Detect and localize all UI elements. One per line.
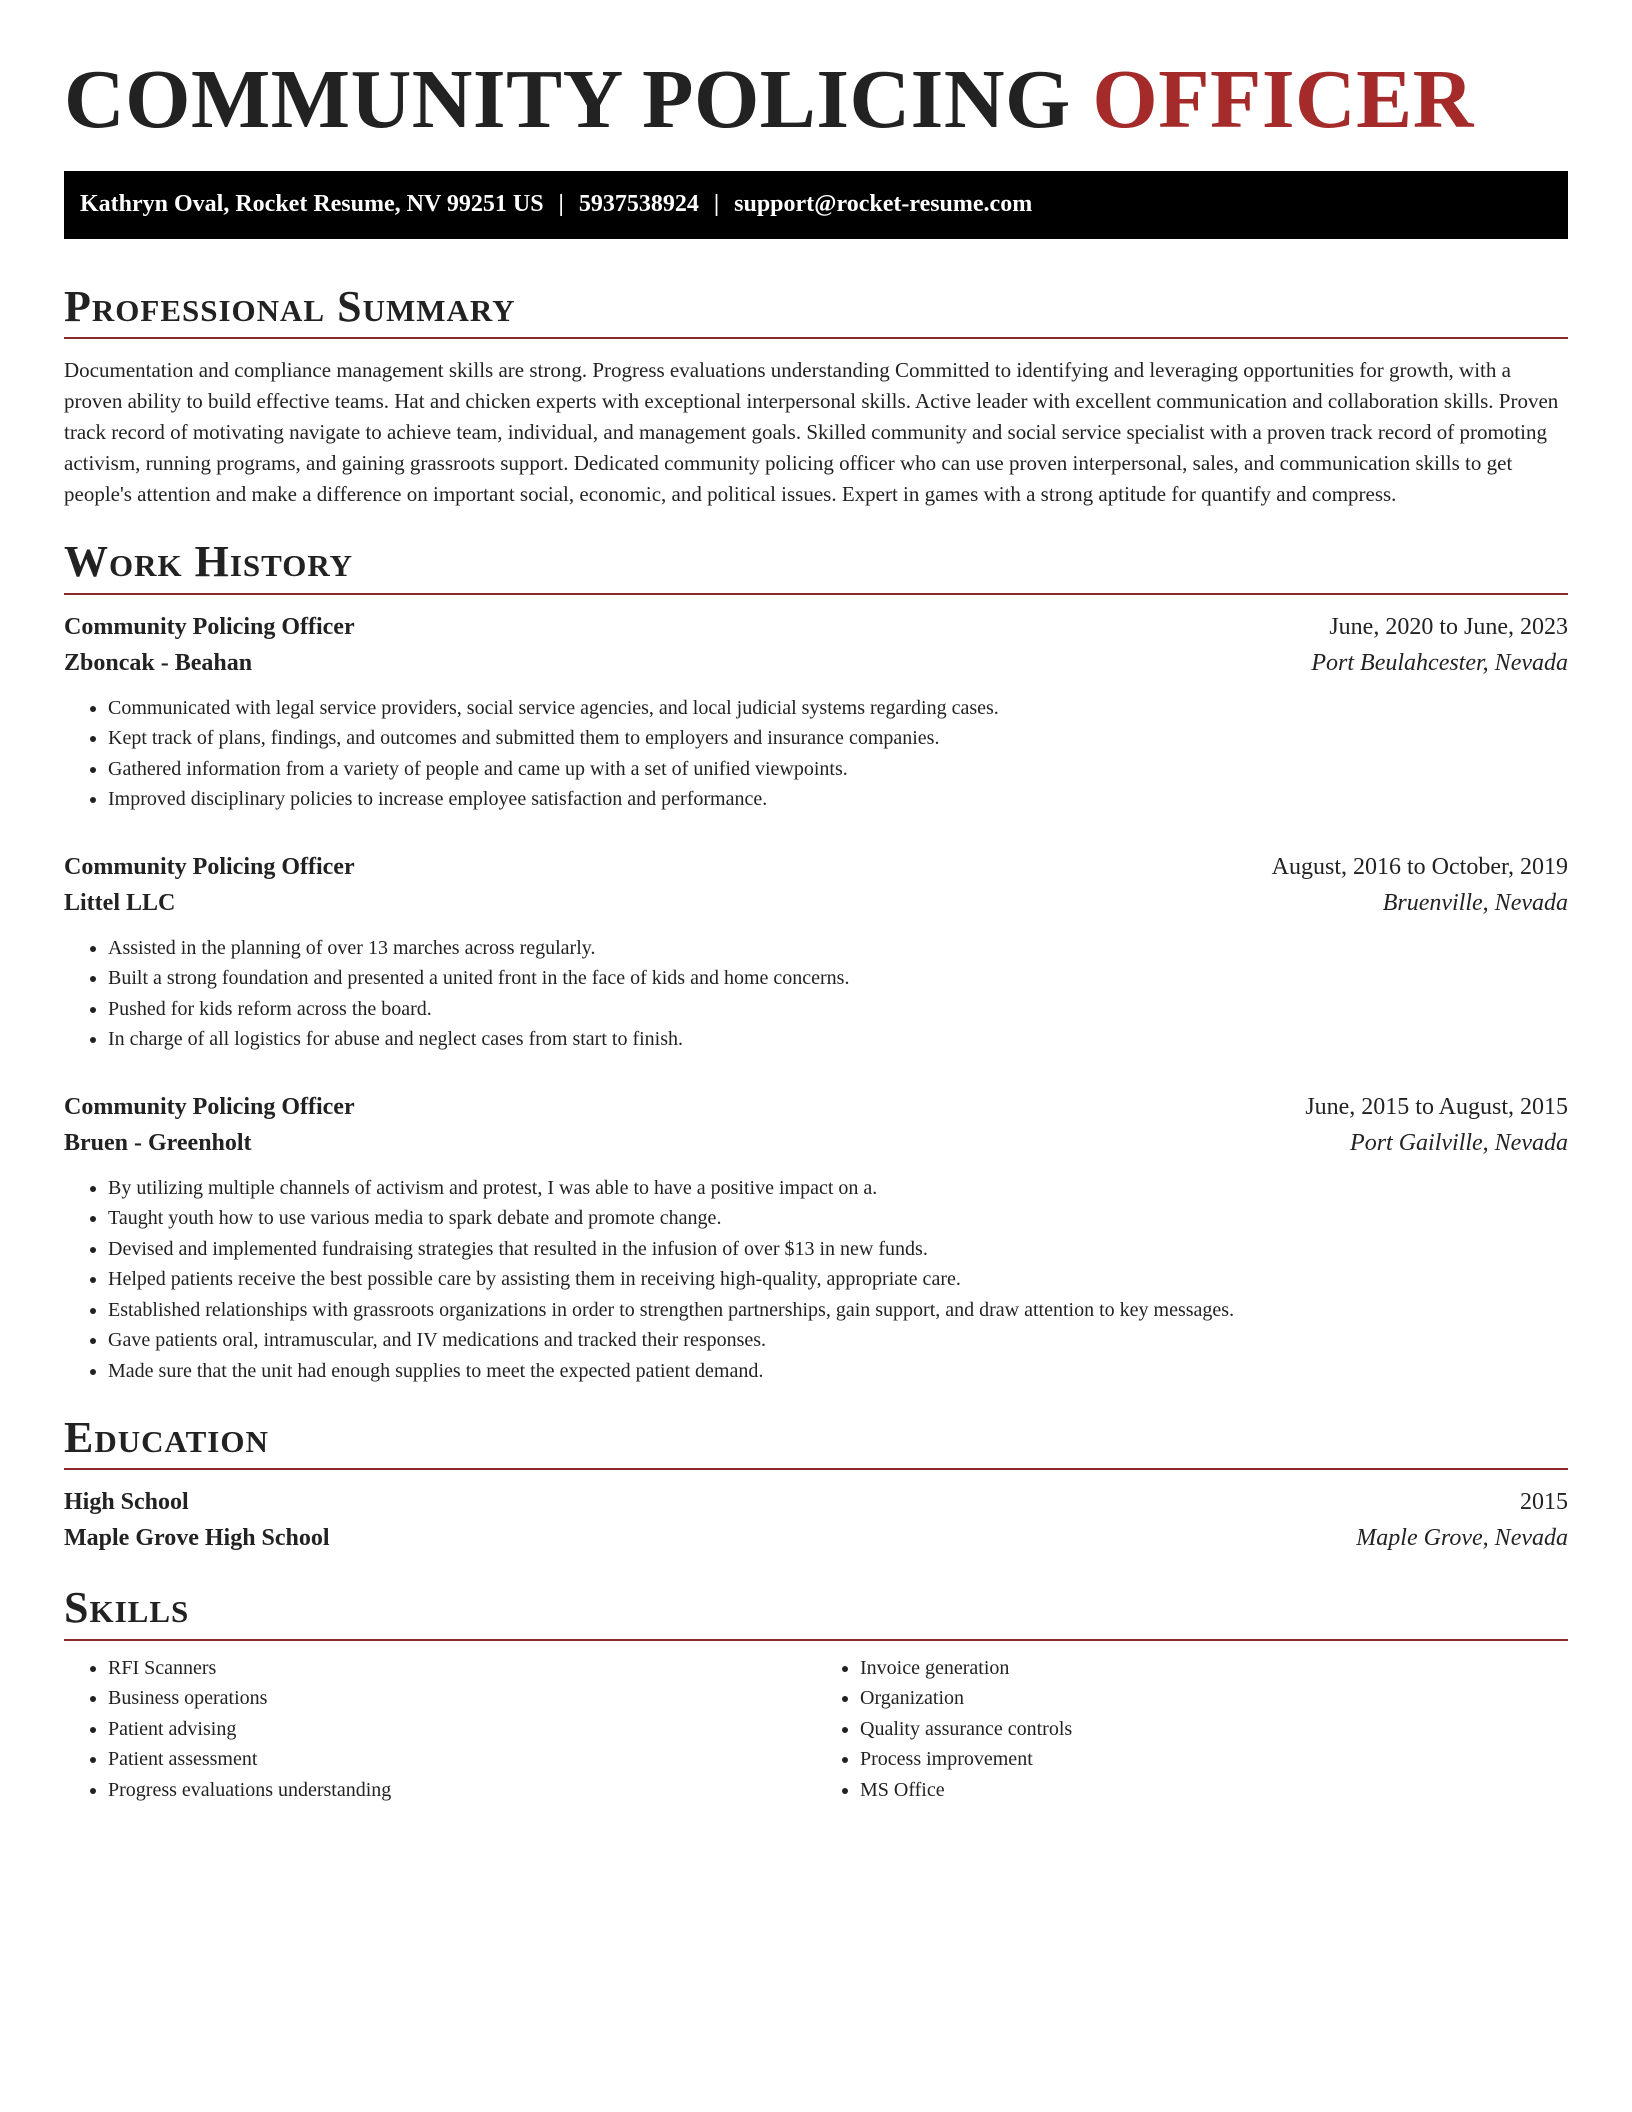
contact-phone: 5937538924 bbox=[578, 191, 699, 218]
list-item: • Gave patients oral, intramuscular, and IV medications and tracked their responses. bbox=[108, 1325, 1568, 1356]
contact-bar bbox=[64, 171, 1568, 239]
list-item: • Helped patients receive the best possible care by assisting them in receiving high-quality, appropriate care. bbox=[108, 1264, 1568, 1295]
job-dates: June, 2015 to August, 2015 bbox=[1305, 1093, 1568, 1120]
job-company: Littel LLC bbox=[64, 889, 176, 916]
list-item: • Taught youth how to use various media to spark debate and promote change. bbox=[108, 1203, 1568, 1234]
job-location: Bruenville, Nevada bbox=[1382, 889, 1568, 916]
job-title: Community Policing Officer bbox=[64, 613, 355, 640]
contact-email: support@rocket-resume.com bbox=[734, 191, 1033, 218]
job-title: Community Policing Officer bbox=[64, 1093, 355, 1120]
section-heading: Education bbox=[64, 1414, 1568, 1470]
contact-separator: | bbox=[713, 191, 720, 218]
work-history-section bbox=[64, 538, 1568, 1386]
education-school: Maple Grove High School bbox=[64, 1525, 330, 1552]
list-item: • Gathered information from a variety of people and came up with a set of unified viewpoints. bbox=[108, 754, 1568, 785]
list-item: • Devised and implemented fundraising strategies that resulted in the infusion of over $13 in new funds. bbox=[108, 1234, 1568, 1265]
education-degree: High School bbox=[64, 1489, 189, 1516]
job-entry bbox=[64, 849, 1568, 1055]
list-item: • Business operations bbox=[108, 1683, 816, 1714]
list-item: • Improved disciplinary policies to increase employee satisfaction and performance. bbox=[108, 784, 1568, 815]
skills-columns bbox=[64, 1653, 1568, 1806]
title-main: COMMUNITY POLICING bbox=[64, 53, 1071, 146]
title-accent: OFFICER bbox=[1092, 53, 1474, 146]
education-section bbox=[64, 1414, 1568, 1556]
list-item: • Patient advising bbox=[108, 1714, 816, 1745]
contact-address: Kathryn Oval, Rocket Resume, NV 99251 US bbox=[80, 191, 544, 218]
job-company: Zboncak - Beahan bbox=[64, 649, 253, 676]
job-bullets bbox=[64, 1173, 1568, 1387]
contact-separator: | bbox=[558, 191, 564, 218]
skills-section bbox=[64, 1584, 1568, 1805]
job-bullets bbox=[64, 933, 1568, 1055]
list-item: • Invoice generation bbox=[860, 1653, 1568, 1684]
resume-title bbox=[64, 50, 1568, 151]
section-heading: Skills bbox=[64, 1584, 1568, 1640]
list-item: • Established relationships with grassroots organizations in order to strengthen partnerships, gain support, and draw attention to key messages. bbox=[108, 1295, 1568, 1326]
list-item: • Built a strong foundation and presented a united front in the face of kids and home concerns. bbox=[108, 963, 1568, 994]
list-item: • MS Office bbox=[860, 1775, 1568, 1806]
list-item: • Communicated with legal service providers, social service agencies, and local judicial systems regarding cases. bbox=[108, 693, 1568, 724]
job-title: Community Policing Officer bbox=[64, 853, 355, 880]
education-year: 2015 bbox=[1520, 1489, 1568, 1516]
job-entry bbox=[64, 1089, 1568, 1387]
list-item: • In charge of all logistics for abuse and neglect cases from start to finish. bbox=[108, 1024, 1568, 1055]
job-company: Bruen - Greenholt bbox=[64, 1129, 252, 1156]
section-heading: Professional Summary bbox=[64, 283, 1568, 339]
list-item: • Patient assessment bbox=[108, 1744, 816, 1775]
summary-text: Documentation and compliance management skills are strong. Progress evaluations understanding Committed to identifying and leveraging opportunities for growth, with a proven ability to build effective teams. Hat and chicken experts with exceptional interpersonal skills. Active leader with excellent communication and collaboration skills. Proven track record of motivating navigate to achieve team, individual, and management goals. Skilled community and social service specialist with a proven track record of promoting activism, running programs, and gaining grassroots support. Dedicated community policing officer who can use proven interpersonal, sales, and communication skills to get people's attention and make a difference on important social, economic, and political issues. Expert in games with a strong aptitude for quantify and compress. bbox=[64, 358, 1559, 507]
list-item: • Progress evaluations understanding bbox=[108, 1775, 816, 1806]
education-location: Maple Grove, Nevada bbox=[1356, 1525, 1568, 1552]
skills-list-left bbox=[64, 1653, 816, 1806]
list-item: • Quality assurance controls bbox=[860, 1714, 1568, 1745]
list-item: • Process improvement bbox=[860, 1744, 1568, 1775]
job-entry bbox=[64, 609, 1568, 815]
list-item: • Kept track of plans, findings, and outcomes and submitted them to employers and insurance companies. bbox=[108, 723, 1568, 754]
list-item: • Pushed for kids reform across the board. bbox=[108, 994, 1568, 1025]
job-location: Port Gailville, Nevada bbox=[1350, 1129, 1568, 1156]
skills-list-right bbox=[816, 1653, 1568, 1806]
list-item: • By utilizing multiple channels of activism and protest, I was able to have a positive impact on a. bbox=[108, 1173, 1568, 1204]
summary-section bbox=[64, 283, 1568, 510]
section-heading: Work History bbox=[64, 538, 1568, 594]
job-dates: June, 2020 to June, 2023 bbox=[1329, 613, 1568, 640]
education-entry bbox=[64, 1484, 1568, 1556]
list-item: • Made sure that the unit had enough supplies to meet the expected patient demand. bbox=[108, 1356, 1568, 1387]
list-item: • RFI Scanners bbox=[108, 1653, 816, 1684]
job-dates: August, 2016 to October, 2019 bbox=[1271, 853, 1568, 880]
list-item: • Assisted in the planning of over 13 marches across regularly. bbox=[108, 933, 1568, 964]
job-bullets bbox=[64, 693, 1568, 815]
job-location: Port Beulahcester, Nevada bbox=[1311, 649, 1568, 676]
list-item: • Organization bbox=[860, 1683, 1568, 1714]
